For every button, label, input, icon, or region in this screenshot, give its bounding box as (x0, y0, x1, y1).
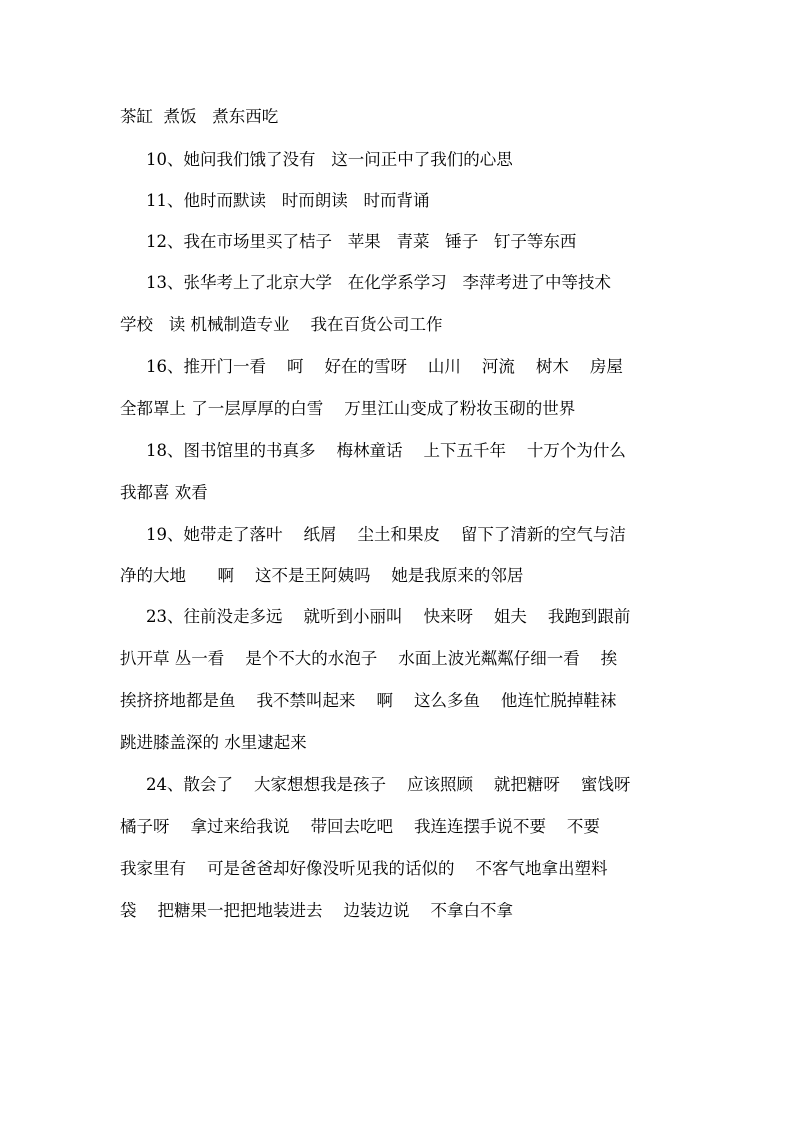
item-24-cont-3: 袋 把糖果一把把地装进去 边装边说 不拿白不拿 (120, 901, 513, 920)
item-16-cont: 全都罩上 了一层厚厚的白雪 万里江山变成了粉妆玉砌的世界 (120, 399, 576, 418)
item-23-cont-2: 挨挤挤地都是鱼 我不禁叫起来 啊 这么多鱼 他连忙脱掉鞋袜 (120, 691, 617, 710)
item-24: 24、散会了 大家想想我是孩子 应该照顾 就把糖呀 蜜饯呀 (146, 775, 631, 794)
item-23-cont-3: 跳进膝盖深的 水里逮起来 (120, 733, 307, 752)
item-23: 23、往前没走多远 就听到小丽叫 快来呀 姐夫 我跑到跟前 (146, 607, 631, 626)
item-23-cont-1: 扒开草 丛一看 是个不大的水泡子 水面上波光粼粼仔细一看 挨 (120, 649, 618, 668)
item-19: 19、她带走了落叶 纸屑 尘土和果皮 留下了清新的空气与洁 (146, 525, 626, 544)
item-18: 18、图书馆里的书真多 梅林童话 上下五千年 十万个为什么 (146, 441, 626, 460)
item-19-cont: 净的大地 啊 这不是王阿姨吗 她是我原来的邻居 (120, 566, 524, 585)
item-11: 11、他时而默读 时而朗读 时而背诵 (146, 191, 430, 210)
item-10: 10、她问我们饿了没有 这一问正中了我们的心思 (146, 150, 513, 169)
item-24-cont-2: 我家里有 可是爸爸却好像没听见我的话似的 不客气地拿出塑料 (120, 859, 608, 878)
item-16: 16、推开门一看 呵 好在的雪呀 山川 河流 树木 房屋 (146, 357, 623, 376)
item-13: 13、张华考上了北京大学 在化学系学习 李萍考进了中等技术 (146, 273, 611, 292)
item-24-cont-1: 橘子呀 拿过来给我说 带回去吃吧 我连连摆手说不要 不要 (120, 817, 600, 836)
item-12: 12、我在市场里买了桔子 苹果 青菜 锤子 钉子等东西 (146, 232, 577, 251)
text-line-1: 茶缸 煮饭 煮东西吃 (120, 107, 279, 126)
item-13-cont: 学校 读 机械制造专业 我在百货公司工作 (120, 315, 443, 334)
item-18-cont: 我都喜 欢看 (120, 483, 208, 502)
